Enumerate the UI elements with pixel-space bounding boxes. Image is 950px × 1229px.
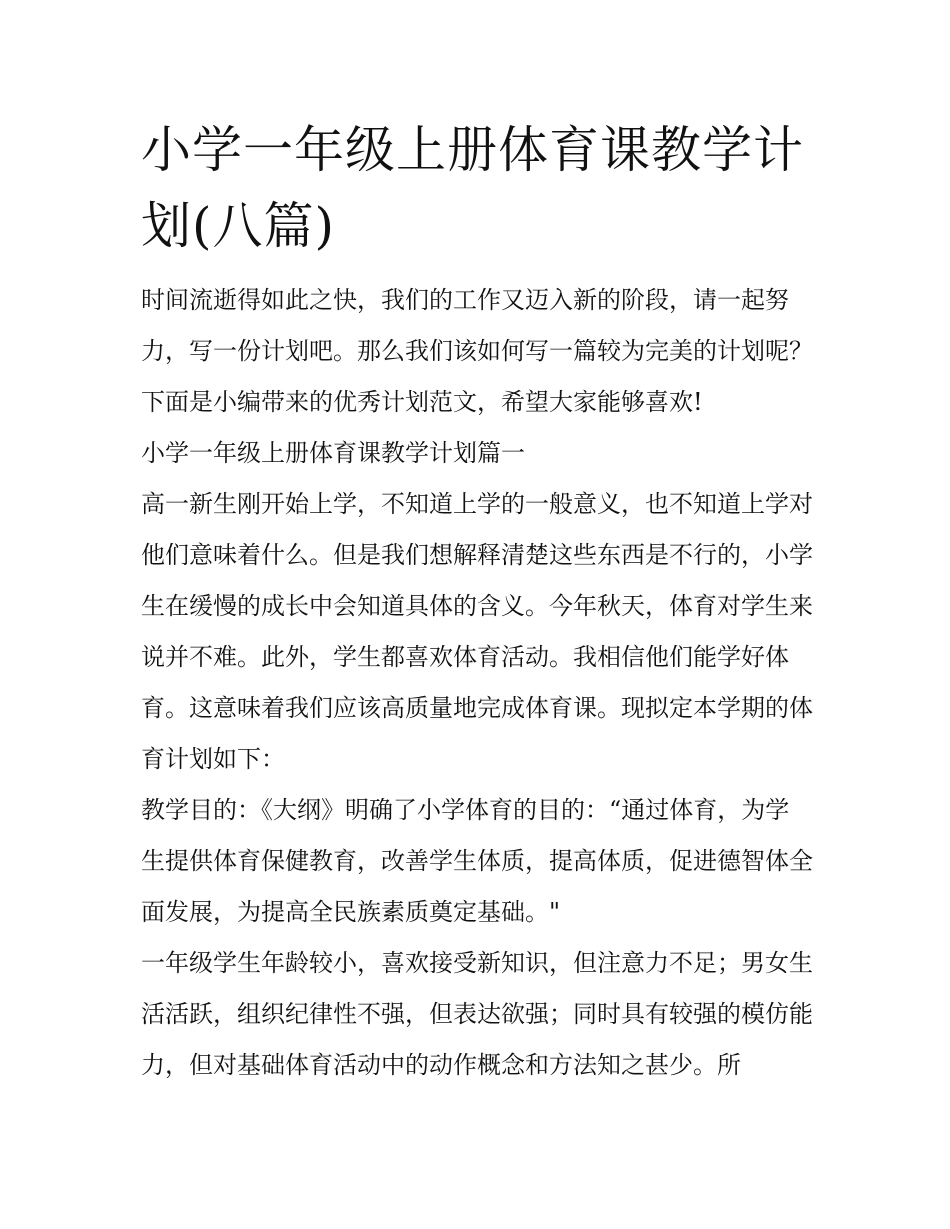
section-heading: 小学一年级上册体育课教学计划篇一 [141,439,525,467]
document-body [141,275,813,1091]
body-paragraph-3: 一年级学生年龄较小，喜欢接受新知识，但注意力不足；男女生活活跃，组织纪律性不强，但表达欲强；同时具有较强的模仿能力，但对基础体育活动中的动作概念和方法知之甚少。所 [141,949,813,1079]
document-title: 小学一年级上册体育课教学计划(八篇) [141,121,804,255]
body-paragraph-1: 高一新生刚开始上学，不知道上学的一般意义，也不知道上学对他们意味着什么。但是我们想解释清楚这些东西是不行的，小学生在缓慢的成长中会知道具体的含义。今年秋天，体育对学生来说并不难。此外，学生都喜欢体育活动。我相信他们能学好体育。这意味着我们应该高质量地完成体育课。现拟定本学期的体育计划如下： [141,490,813,773]
body-paragraph-2: 教学目的：《大纲》明确了小学体育的目的：“通过体育，为学生提供体育保健教育，改善学生体质，提高体质，促进德智体全面发展，为提高全民族素质奠定基础。" [141,796,813,926]
intro-paragraph: 时间流逝得如此之快，我们的工作又迈入新的阶段，请一起努力，写一份计划吧。那么我们该如何写一篇较为完美的计划呢？下面是小编带来的优秀计划范文，希望大家能够喜欢! [141,286,813,416]
